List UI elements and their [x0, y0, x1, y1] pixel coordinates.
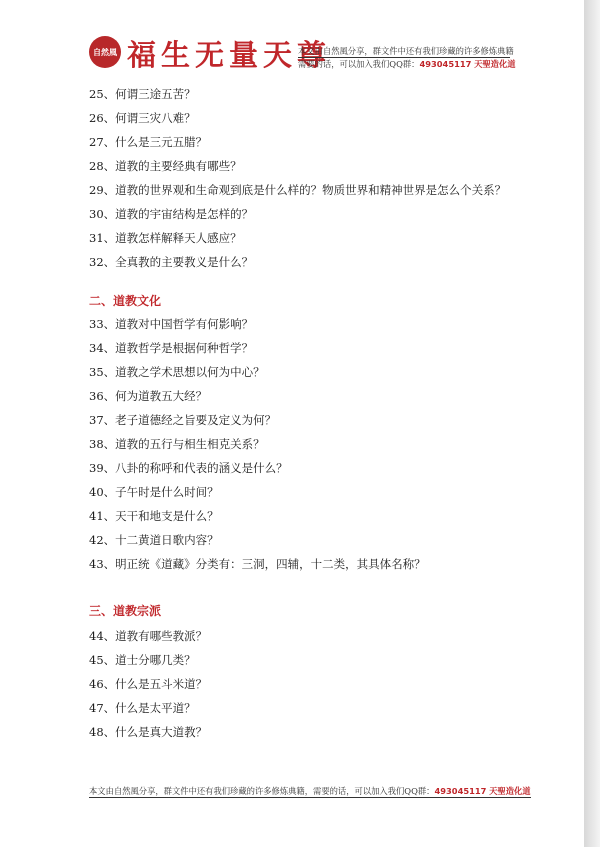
list-item: 32、全真教的主要教义是什么？	[89, 255, 254, 269]
section-heading: 二、道教文化	[89, 294, 162, 308]
list-item: 37、老子道德经之旨要及定义为何？	[89, 413, 277, 427]
qq-number: 493045117	[419, 59, 472, 69]
list-item: 43、明正统《道藏》分类有：三洞，四辅，十二类，其具体名称？	[89, 557, 426, 571]
list-item: 30、道教的宇宙结构是怎样的？	[89, 207, 254, 221]
list-item: 25、何谓三途五苦？	[89, 87, 196, 101]
header-note-line2	[298, 58, 516, 70]
list-item: 28、道教的主要经典有哪些？	[89, 159, 242, 173]
page-footer	[89, 785, 531, 798]
list-item: 44、道教有哪些教派？	[89, 629, 208, 643]
list-item: 45、道士分哪几类？	[89, 653, 196, 667]
list-item: 41、天干和地支是什么？	[89, 509, 219, 523]
header-note-prefix: 需要的话，可以加入我们QQ群：	[298, 59, 420, 69]
list-item: 27、什么是三元五腊？	[89, 135, 208, 149]
header-note-line1: 本文由自然風分享，群文件中还有我们珍藏的许多修炼典籍	[298, 46, 514, 56]
list-item: 38、道教的五行与相生相克关系？	[89, 437, 265, 451]
header-note	[298, 45, 516, 70]
list-item: 26、何谓三灾八难？	[89, 111, 196, 125]
list-item: 29、道教的世界观和生命观到底是什么样的？物质世界和精神世界是怎么个关系？	[89, 183, 507, 197]
list-item: 39、八卦的称呼和代表的涵义是什么？	[89, 461, 288, 475]
list-item: 46、什么是五斗米道？	[89, 677, 208, 691]
list-item: 31、道教怎样解释天人感应？	[89, 231, 242, 245]
brand-title: 福生无量天尊	[127, 38, 332, 72]
logo-seal: 自然風	[89, 36, 121, 68]
list-item: 40、子午时是什么时间？	[89, 485, 219, 499]
section-heading: 三、道教宗派	[89, 604, 162, 618]
list-item: 36、何为道教五大经？	[89, 389, 208, 403]
list-item: 33、道教对中国哲学有何影响？	[89, 317, 254, 331]
list-item: 48、什么是真大道教？	[89, 725, 208, 739]
footer-prefix: 本文由自然風分享，群文件中还有我们珍藏的许多修炼典籍，需要的话，可以加入我们QQ群：	[89, 786, 435, 796]
footer-qq-group-name: 天聖造化道	[489, 786, 531, 796]
qq-group-name: 天聖造化道	[474, 59, 516, 69]
list-item: 35、道教之学术思想以何为中心？	[89, 365, 265, 379]
page-edge-shadow	[584, 0, 600, 847]
list-item: 42、十二黄道日歌内容？	[89, 533, 219, 547]
footer-qq-number: 493045117	[434, 786, 487, 796]
list-item: 47、什么是太平道？	[89, 701, 196, 715]
list-item: 34、道教哲学是根据何种哲学？	[89, 341, 254, 355]
